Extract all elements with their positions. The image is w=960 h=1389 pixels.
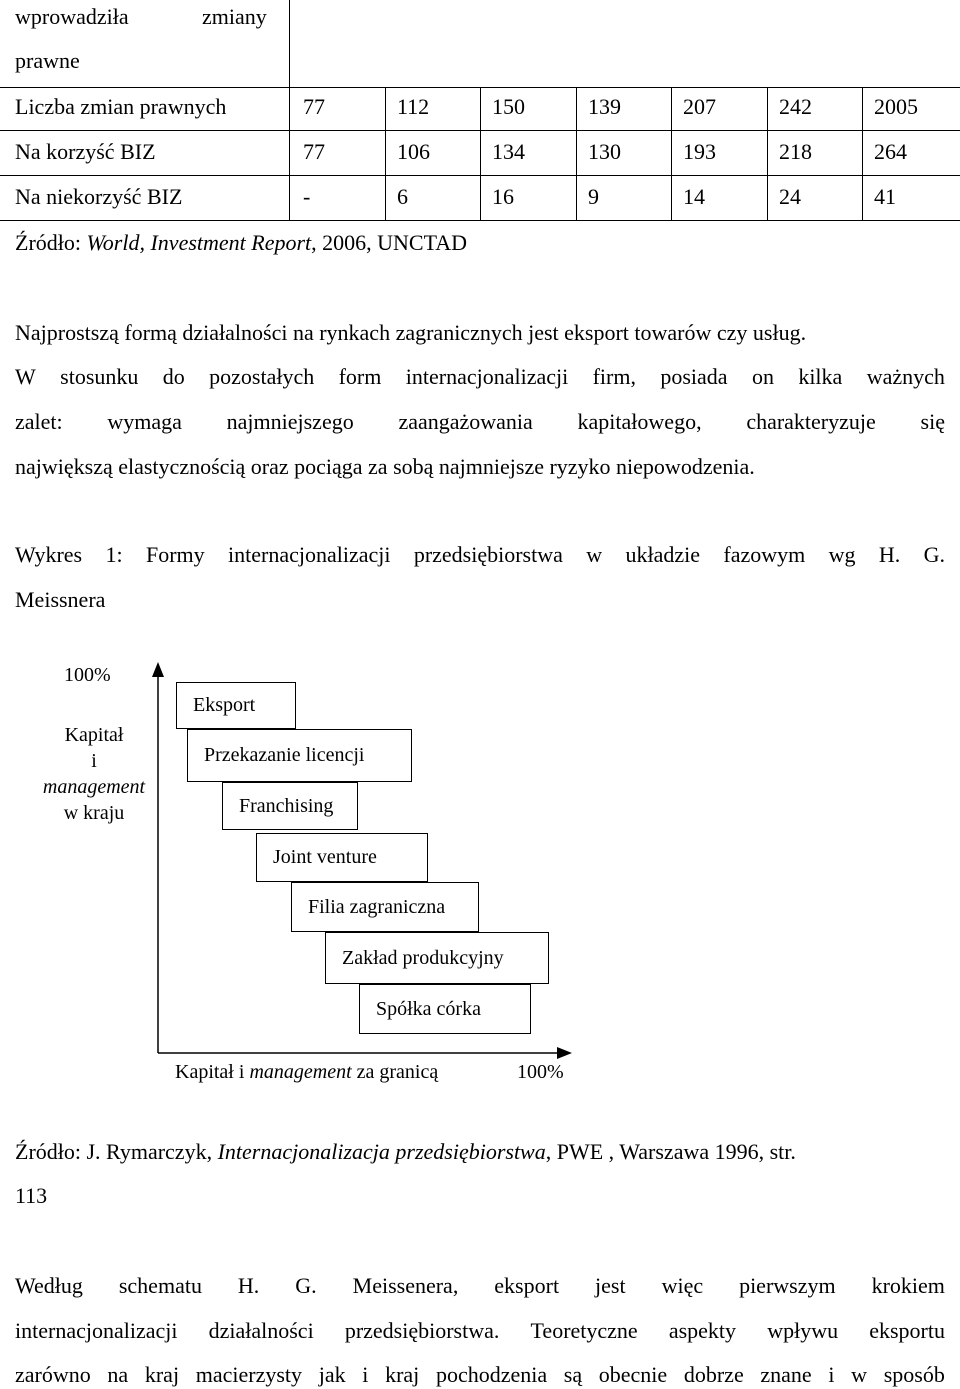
paragraph-line xyxy=(15,1318,945,1344)
table-cell: 41 xyxy=(874,184,896,209)
word: do xyxy=(162,364,185,389)
x-axis-arrow xyxy=(557,1047,572,1059)
word: przedsiębiorstwa. xyxy=(344,1318,500,1343)
word: najmniejszego xyxy=(226,409,354,434)
word: posiada xyxy=(660,364,728,389)
word: i xyxy=(362,1362,369,1387)
word: form xyxy=(338,364,382,389)
x-axis-label: Kapitał i management za granicą xyxy=(175,1061,439,1083)
word: zaangażowania xyxy=(398,409,533,434)
word: fazowym xyxy=(723,542,806,567)
word: eksport xyxy=(494,1273,560,1298)
y-axis-top-label: 100% xyxy=(64,664,111,686)
word: jest xyxy=(595,1273,626,1298)
word: H. xyxy=(237,1273,260,1298)
word: działalności xyxy=(208,1318,314,1343)
paragraph-line: Najprostszą formą działalności na rynkach zagranicznych jest eksport towarów czy usług. xyxy=(15,320,807,345)
table-cell: 112 xyxy=(397,94,430,119)
paragraph-line xyxy=(15,1362,945,1388)
word: się xyxy=(920,409,945,434)
word: pozostałych xyxy=(209,364,315,389)
word: znane xyxy=(760,1362,812,1387)
table-cell: - xyxy=(303,184,311,209)
word: wpływu xyxy=(767,1318,839,1343)
word: internacjonalizacji xyxy=(15,1318,178,1343)
word: dobrze xyxy=(683,1362,744,1387)
word: Meissenera, xyxy=(352,1273,459,1298)
source-note: Źródło: J. Rymarczyk, Internacjonalizacja przedsiębiorstwa, PWE , Warszawa 1996, str. xyxy=(15,1139,796,1164)
table-cell: 9 xyxy=(588,184,599,209)
word: internacjonalizacji xyxy=(405,364,569,389)
word: macierzysty xyxy=(195,1362,303,1387)
step-box: Joint venture xyxy=(256,833,428,882)
word: obecnie xyxy=(598,1362,668,1387)
word: zalet: xyxy=(15,409,63,434)
word: G. xyxy=(923,542,945,567)
table-cell: 16 xyxy=(492,184,514,209)
word: Według xyxy=(15,1273,83,1298)
step-box: Eksport xyxy=(176,682,296,729)
word: w xyxy=(586,542,603,567)
word: aspekty xyxy=(668,1318,737,1343)
word: wymaga xyxy=(107,409,182,434)
table-cell: 77 xyxy=(303,139,325,164)
word: ważnych xyxy=(866,364,945,389)
table-cell: 2005 xyxy=(874,94,918,119)
word: układzie xyxy=(625,542,701,567)
table-cell: 193 xyxy=(683,139,716,164)
y-axis-arrow xyxy=(152,662,164,677)
step-box: Spółka córka xyxy=(359,984,531,1034)
word: przedsiębiorstwa xyxy=(413,542,563,567)
source-note: Źródło: World, Investment Report, 2006, UNCTAD xyxy=(15,230,468,255)
table-row-label: Na korzyść BIZ xyxy=(15,139,156,164)
word: W xyxy=(15,364,36,389)
table-cell: 139 xyxy=(588,94,621,119)
step-box: Przekazanie licencji xyxy=(187,729,412,782)
table-row-label: Na niekorzyść BIZ xyxy=(15,184,183,209)
word: stosunku xyxy=(60,364,139,389)
step-box: Filia zagraniczna xyxy=(291,882,479,932)
x-axis-right-label: 100% xyxy=(517,1061,564,1083)
word: krokiem xyxy=(871,1273,945,1298)
word: eksportu xyxy=(869,1318,945,1343)
word: on xyxy=(751,364,774,389)
table-cell: 218 xyxy=(779,139,812,164)
step-box: Zakład produkcyjny xyxy=(325,932,549,984)
word: schematu xyxy=(118,1273,202,1298)
word: kraj xyxy=(385,1362,420,1387)
table-cell: wprowadziła xyxy=(15,4,129,29)
table-cell: 6 xyxy=(397,184,408,209)
table-cell: 14 xyxy=(683,184,705,209)
table-row-label: Liczba zmian prawnych xyxy=(15,94,227,119)
word: G. xyxy=(295,1273,317,1298)
word: Wykres xyxy=(15,542,83,567)
word: wg xyxy=(828,542,856,567)
table-cell: zmiany xyxy=(202,4,267,29)
table-cell: 77 xyxy=(303,94,325,119)
source-note: 113 xyxy=(15,1183,48,1208)
word: i xyxy=(828,1362,835,1387)
figure-caption: Meissnera xyxy=(15,587,106,612)
paragraph-line: największą elastycznością oraz pociąga za sobą najmniejsze ryzyko niepowodzenia. xyxy=(15,454,755,479)
table-cell: 130 xyxy=(588,139,621,164)
table-cell: 242 xyxy=(779,94,812,119)
word: H. xyxy=(878,542,901,567)
word: sposób xyxy=(883,1362,945,1387)
table-cell: 150 xyxy=(492,94,525,119)
step-box: Franchising xyxy=(222,782,358,830)
word: internacjonalizacji xyxy=(228,542,391,567)
table-cell: 134 xyxy=(492,139,525,164)
word: kilka xyxy=(798,364,843,389)
word: 1: xyxy=(105,542,123,567)
table-cell: prawne xyxy=(15,48,80,73)
word: kraj xyxy=(144,1362,180,1387)
word: pochodzenia xyxy=(435,1362,548,1387)
paragraph-line xyxy=(15,1273,945,1299)
table-cell: 207 xyxy=(683,94,716,119)
word: na xyxy=(107,1362,129,1387)
word: więc xyxy=(661,1273,704,1298)
table-cell: 264 xyxy=(874,139,907,164)
word: charakteryzuje xyxy=(746,409,876,434)
word: jak xyxy=(318,1362,346,1387)
word: Teoretyczne xyxy=(530,1318,638,1343)
table-cell: 106 xyxy=(397,139,430,164)
word: zarówno xyxy=(15,1362,91,1387)
word: firm, xyxy=(592,364,636,389)
word: kapitałowego, xyxy=(577,409,702,434)
word: pierwszym xyxy=(739,1273,836,1298)
table-cell: 24 xyxy=(779,184,801,209)
word: w xyxy=(851,1362,868,1387)
word: Formy xyxy=(145,542,205,567)
y-axis-label: Kapitał i management w kraju xyxy=(42,724,146,824)
word: są xyxy=(563,1362,583,1387)
